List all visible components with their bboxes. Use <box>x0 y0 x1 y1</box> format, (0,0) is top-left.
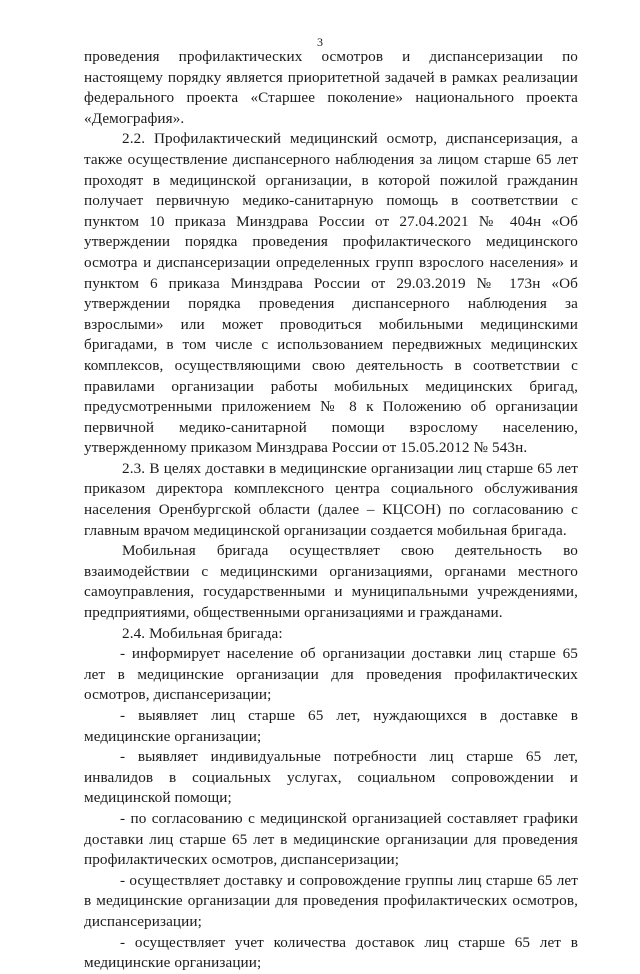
list-item-delivery: - осуществляет доставку и сопровождение группы лиц старше 65 лет в медицинские организации для проведения профилактических осмотров, диспансеризации; <box>84 871 578 930</box>
paragraph-mobile-brigade-activity: Мобильная бригада осуществляет свою деятельность во взаимодействии с медицинскими организациями, органами местного самоуправления, государственными и муниципальными учреждениями, предприятиями, общественными организациями и гражданами. <box>84 542 578 622</box>
document-body <box>84 47 578 974</box>
list-item-identifies-persons: - выявляет лиц старше 65 лет, нуждающихся в доставке в медицинские организации; <box>84 707 578 745</box>
list-item-schedules: - по согласованию с медицинской организацией составляет графики доставки лиц старше 65 лет в медицинские организации для проведения профилактических осмотров, диспансеризации; <box>84 809 578 869</box>
page-number: 3 <box>317 35 323 49</box>
paragraph-2-4-heading: 2.4. Мобильная бригада: <box>122 624 283 642</box>
paragraph-intro-continuation: проведения профилактических осмотров и диспансеризации по настоящему порядку является приоритетной задачей в рамках реализации федерального проекта «Старшее поколение» национального проекта «Демография». <box>84 48 578 127</box>
list-item-informs: - информирует население об организации доставки лиц старше 65 лет в медицинские организации для проведения профилактических осмотров, диспансеризации; <box>84 645 578 704</box>
paragraph-2-3: 2.3. В целях доставки в медицинские организации лиц старше 65 лет приказом директора комплексного центра социального обслуживания населения Оренбургской области (далее – КЦСОН) по согласованию с главным врачом медицинской организации создается мобильная бригада. <box>84 459 578 539</box>
list-item-accounting: - осуществляет учет количества доставок лиц старше 65 лет в медицинские организации; <box>84 933 578 972</box>
paragraph-2-2: 2.2. Профилактический медицинский осмотр, диспансеризация, а также осуществление диспансерного наблюдения за лицом старше 65 лет проходят в медицинской организации, в которой пожилой гражданин получает первичную медико-санитарную помощь в соответствии с пунктом 10 приказа Минздрава России от 27.04.2021 № 404н «Об утверждении порядка проведения профилактического медицинского осмотра и диспансеризации определенных групп взрослого населения» и пунктом 6 приказа Минздрава России от 29.03.2019 № 173н «Об утверждении порядка проведения диспансерного наблюдения за взрослыми» или может проводиться мобильными медицинскими бригадами, в том числе с использованием передвижных медицинских комплексов, осуществляющими свою деятельность в соответствии с правилами организации работы мобильных медицинских бригад, предусмотренными приложением № 8 к Положению об организации первичной медико-санитарной помощи взрослому населению, утвержденному приказом Минздрава России от 15.05.2012 № 543н. <box>84 130 578 457</box>
list-item-identifies-needs: - выявляет индивидуальные потребности лиц старше 65 лет, инвалидов в социальных услугах, социальном сопровождении и медицинской помощи; <box>84 748 578 807</box>
